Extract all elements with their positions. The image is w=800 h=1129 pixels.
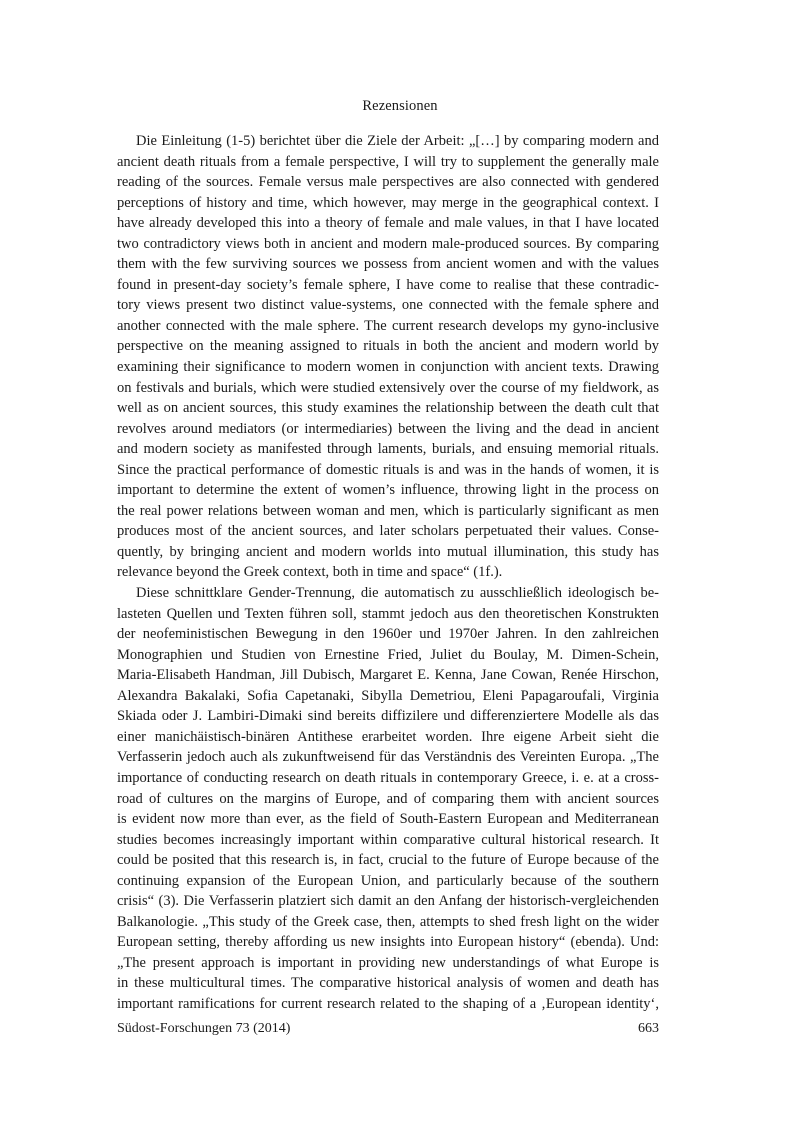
text-line: relevance beyond the Greek context, both in time and space“ (1f.). [117,564,503,581]
text-line: Maria-Elisabeth Handman, Jill Dubisch, Margaret E. Kenna, Jane Cowan, Renée Hirschon, [117,667,659,684]
text-line: them with the few surviving sources we possess from ancient women and with the values [117,256,659,273]
text-line: crisis“ (3). Die Verfasserin platziert sich damit an den Anfang der historisch-vergleichenden [117,893,659,910]
text-line: could be posited that this research is, in fact, crucial to the future of Europe because of the [117,852,659,869]
text-line: road of cultures on the margins of Europe, and of comparing them with ancient sources [117,790,659,807]
text-line: studies becomes increasingly important within comparative cultural historical research. It [117,831,659,848]
text-line: Skiada oder J. Lambiri-Dimaki sind bereits diffizilere und differenziertere Modelle als das [117,708,659,725]
text-line: einer manichäistisch-binären Antithese erarbeitet worden. Ihre eigene Arbeit sieht die [117,728,659,745]
text-line: Monographien und Studien von Ernestine Fried, Juliet du Boulay, M. Dimen-Schein, [117,646,659,663]
text-line: importance of conducting research on death rituals in contemporary Greece, i. e. at a cross- [117,769,659,786]
text-line: „The present approach is important in providing new understandings of what Europe is [117,954,659,971]
text-line: and modern society as manifested through laments, burials, and ensuing memorial rituals. [117,441,659,458]
text-line: on festivals and burials, which were studied extensively over the course of my fieldwork, as [117,379,659,396]
text-line: in these multicultural times. The comparative historical analysis of women and death has [117,975,659,992]
text-line: continuing expansion of the European Union, and particularly because of the southern [117,872,659,889]
text-line: perspective on the meaning assigned to rituals in both the ancient and modern world by [117,338,659,355]
text-line: lasteten Quellen und Texten führen soll, stammt jedoch aus den theoretischen Konstrukten [117,605,659,622]
text-line: produces most of the ancient sources, and later scholars perpetuated their values. Conse- [117,523,659,540]
text-line: Die Einleitung (1-5) berichtet über die Ziele der Arbeit: „[…] by comparing modern and [136,133,659,149]
text-line: Verfasserin jedoch auch als zukunftweisend für das Verständnis des Vereinten Europa. „The [117,749,659,766]
text-line: Alexandra Bakalaki, Sofia Capetanaki, Sibylla Demetriou, Eleni Papagaroufali, Virginia [117,687,659,704]
text-line: is evident now more than ever, as the field of South-Eastern European and Mediterranean [117,811,659,828]
text-line: the real power relations between woman and men, which is particularly significant as men [117,502,659,519]
text-line: have already developed this into a theory of female and male values, in that I have located [117,215,659,232]
text-line: tory views present two distinct value-systems, one connected with the female sphere and [117,297,659,314]
paragraph-2 [117,583,659,1014]
text-line: well as on ancient sources, this study examines the relationship between the death cult that [117,400,659,417]
text-line: ancient death rituals from a female perspective, I will try to supplement the generally male [117,153,659,170]
text-line: important ramifications for current research related to the shaping of a ‚European identity‘, [117,995,659,1012]
text-line: two contradictory views both in ancient and modern male-produced sources. By comparing [117,235,659,252]
text-line: another connected with the male sphere. The current research develops my gyno-inclusive [117,317,659,334]
footer-journal: Südost-Forschungen 73 (2014) [117,1021,291,1036]
text-line: examining their significance to modern women in conjunction with ancient texts. Drawing [117,359,659,376]
text-line: Diese schnittklare Gender-Trennung, die automatisch zu ausschließlich ideologisch be- [136,585,659,602]
text-line: European setting, thereby affording us new insights into European history“ (ebenda). Und: [117,934,659,951]
text-line: Balkanologie. „This study of the Greek case, then, attempts to shed fresh light on the wider [117,913,659,930]
text-line: found in present-day society’s female sphere, I have come to realise that these contradic- [117,276,659,293]
body-text [117,131,659,1015]
text-line: revolves around mediators (or intermediaries) between the living and the dead in ancient [117,420,659,437]
text-line: important to determine the extent of women’s influence, throwing light in the process on [117,482,659,499]
text-line: reading of the sources. Female versus male perspectives are also connected with gendered [117,174,659,191]
text-line: quently, by bringing ancient and modern worlds into mutual illumination, this study has [117,543,659,560]
text-line: Since the practical performance of domestic rituals is and was in the hands of women, it is [117,461,659,478]
text-line: perceptions of history and time, which however, may merge in the geographical context. I [117,194,659,211]
paragraph-1 [117,131,659,583]
footer-page-number: 663 [638,1021,659,1036]
text-line: der neofeministischen Bewegung in den 1960er und 1970er Jahren. In den zahlreichen [117,626,659,643]
running-head: Rezensionen [362,98,438,114]
